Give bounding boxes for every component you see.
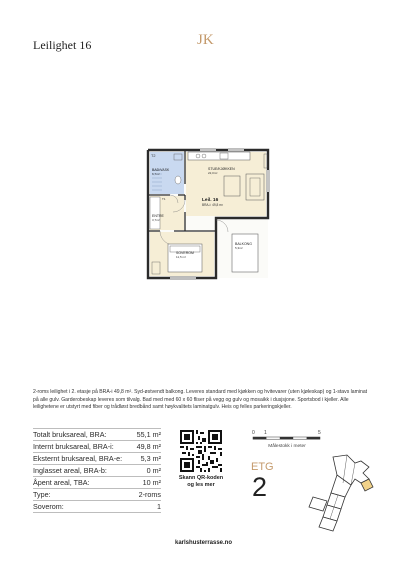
spec-label: Soverom: xyxy=(33,502,64,511)
balcony-area-value: 5,3m² xyxy=(235,246,243,250)
spec-label: Type: xyxy=(33,490,51,499)
spec-row-bedrooms xyxy=(33,501,161,513)
apartment-description: 2-roms leilighet i 2. etasje på BRA-i 49,8 m². Syd-østvendt balkong. Leveres standard med kjøkken og hvitevarer (uten kjøleskap) og 1-stavs laminat på alle gulv. Garderobeskap leveres som tilvalg. Bad med med 60 x 60 fliser på vegg og gulv og mosaikk i dusjsjone. Sportsbod i kjeller. Alle leilighetene er utstyrt med fiber og trådløst bredbånd samt høykvalitets laminatgulv. Heis og felles parkeringskjeller. xyxy=(33,389,368,411)
unit-name: Leil. 16 xyxy=(202,198,219,203)
scale-tick-1: 1 xyxy=(264,430,267,436)
qr-caption-line1: Skann QR-koden xyxy=(178,475,224,481)
spec-value: 2-roms xyxy=(138,490,161,499)
unit-bra: BRA-i: 49,8 m² xyxy=(202,203,223,207)
entrance-name: ENTRE xyxy=(152,214,164,218)
floor-plan xyxy=(140,140,275,280)
logo-text: JK xyxy=(197,32,214,48)
spec-value: 5,3 m² xyxy=(140,454,161,463)
spec-label: Inglasset areal, BRA-b: xyxy=(33,466,107,475)
entrance-area-value: 3,7m² xyxy=(152,218,160,222)
living-room-area xyxy=(186,152,266,216)
building-key-plan xyxy=(303,453,383,533)
bathroom-name: BAD/VASK xyxy=(152,168,170,172)
bedroom-name: SOVEROM xyxy=(176,251,194,255)
spec-value: 10 m² xyxy=(142,478,161,487)
scale-tick-0: 0 xyxy=(252,430,255,436)
spec-value: 55,1 m² xyxy=(136,430,161,439)
spec-label: Internt bruksareal, BRA-i: xyxy=(33,442,114,451)
bathroom-area-value: 6,7m² xyxy=(152,172,160,176)
specs-table xyxy=(33,428,161,513)
spec-label: Åpent areal, TBA: xyxy=(33,478,90,487)
spec-label: Totalt bruksareal, BRA: xyxy=(33,430,107,439)
spec-value: 1 xyxy=(157,502,161,511)
spec-row-bra-i xyxy=(33,441,161,453)
living-room-name: STUE/KJØKKEN xyxy=(208,167,235,171)
living-room-area-value: 22,0m² xyxy=(208,171,218,175)
spec-row-type xyxy=(33,489,161,501)
scale-tick-5: 5 xyxy=(318,430,321,436)
balcony-area xyxy=(232,234,258,272)
spec-row-tba xyxy=(33,477,161,489)
spec-value: 49,8 m² xyxy=(136,442,161,451)
scale-caption: Målestokk i meter xyxy=(268,444,306,449)
balcony-name: BALKONG xyxy=(235,242,252,246)
qr-caption-line2: og les mer xyxy=(187,482,215,488)
logo xyxy=(191,27,215,51)
website-link[interactable]: karlshusterrasse.no xyxy=(174,540,233,546)
spec-row-bra-b xyxy=(33,465,161,477)
qr-caption xyxy=(168,475,234,489)
spec-row-bra-e xyxy=(33,453,161,465)
spec-row-bra xyxy=(33,428,161,441)
spec-value: 0 m² xyxy=(146,466,161,475)
bedroom-area-value: 11,5 m² xyxy=(176,255,186,259)
qr-code[interactable] xyxy=(180,430,222,472)
floor-number: 2 xyxy=(252,472,268,502)
closet-mark-t2: T2 xyxy=(151,154,156,158)
scale-bar xyxy=(252,428,372,454)
page-title: Leilighet 16 xyxy=(33,38,92,52)
closet-mark-t1: T1 xyxy=(162,197,166,201)
spec-label: Eksternt bruksareal, BRA-e: xyxy=(33,454,123,463)
floor-label: ETG xyxy=(251,461,274,473)
